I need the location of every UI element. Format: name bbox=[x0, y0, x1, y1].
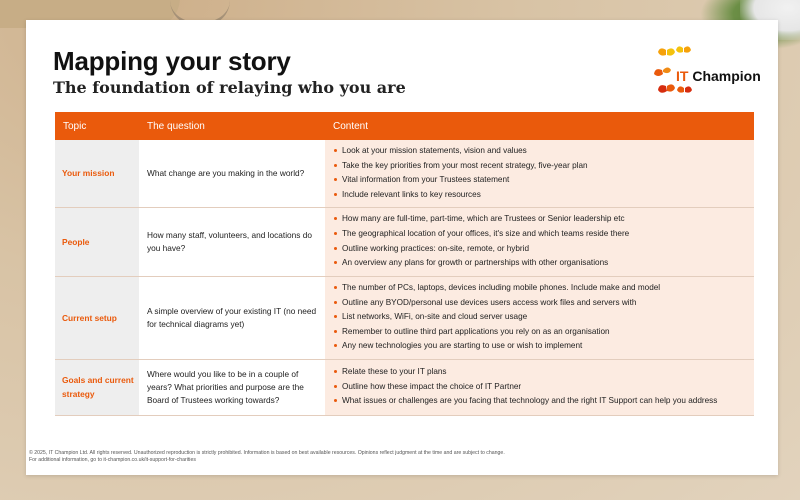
topic-cell: Current setup bbox=[55, 276, 139, 359]
content-bullet: Take the key priorities from your most recent strategy, five-year plan bbox=[333, 159, 748, 174]
content-bullet: Outline working practices: on-site, remote, or hybrid bbox=[333, 242, 748, 257]
content-bullet: How many are full-time, part-time, which are Trustees or Senior leadership etc bbox=[333, 212, 748, 227]
footer-more-info: For additional information, go to it-champion.co.uk/it-support-for-charities bbox=[29, 457, 196, 463]
topic-cell: People bbox=[55, 207, 139, 276]
page-title: Mapping your story bbox=[53, 46, 291, 76]
question-cell: What change are you making in the world? bbox=[139, 140, 325, 207]
content-bullet: Vital information from your Trustees statement bbox=[333, 173, 748, 188]
topic-cell: Goals and current strategy bbox=[55, 359, 139, 415]
content-bullet: Look at your mission statements, vision and values bbox=[333, 144, 748, 159]
content-bullet: Include relevant links to key resources bbox=[333, 188, 748, 203]
content-bullet: An overview any plans for growth or partnerships with other organisations bbox=[333, 256, 748, 271]
content-bullet: Outline how these impact the choice of IT Partner bbox=[333, 380, 748, 395]
content-cell bbox=[325, 140, 754, 207]
content-bullet: Relate these to your IT plans bbox=[333, 365, 748, 380]
footer-copyright: © 2025, IT Champion Ltd. All rights reserved. Unauthorized reproduction is strictly prohibited. Information is based on best available resources. Opinions reflect judgment at the time and are subject to change. bbox=[29, 450, 505, 456]
content-cell bbox=[325, 276, 754, 359]
document-sheet bbox=[26, 20, 778, 475]
story-mapping-table bbox=[55, 112, 754, 416]
question-cell: Where would you like to be in a couple of years? What priorities and purpose are the Board of Trustees working towards? bbox=[139, 359, 325, 415]
column-header-topic: Topic bbox=[55, 112, 139, 140]
footer-disclaimer bbox=[29, 450, 505, 464]
column-header-question: The question bbox=[139, 112, 325, 140]
table-row-your-mission bbox=[55, 140, 754, 207]
content-bullet: The geographical location of your offices, it's size and which teams reside there bbox=[333, 227, 748, 242]
table-row-current-setup bbox=[55, 276, 754, 359]
page-subtitle: The foundation of relaying who you are bbox=[53, 78, 406, 97]
content-cell bbox=[325, 207, 754, 276]
logo-wordmark bbox=[676, 68, 761, 84]
table-header-row bbox=[55, 112, 754, 140]
content-bullet: Any new technologies you are starting to use or wish to implement bbox=[333, 339, 748, 354]
content-bullet: Outline any BYOD/personal use devices users access work files and servers with bbox=[333, 296, 748, 311]
content-bullet: Remember to outline third part applications you rely on as an organisation bbox=[333, 325, 748, 340]
it-champion-logo bbox=[652, 44, 761, 104]
logo-wordmark-prefix: IT bbox=[676, 68, 689, 84]
question-cell: A simple overview of your existing IT (no need for technical diagrams yet) bbox=[139, 276, 325, 359]
topic-cell: Your mission bbox=[55, 140, 139, 207]
content-cell bbox=[325, 359, 754, 415]
content-bullet: What issues or challenges are you facing that technology and the right IT Support can help you address bbox=[333, 394, 748, 409]
question-cell: How many staff, volunteers, and locations do you have? bbox=[139, 207, 325, 276]
table-row-goals-strategy bbox=[55, 359, 754, 415]
column-header-content: Content bbox=[325, 112, 754, 140]
table-row-people bbox=[55, 207, 754, 276]
content-bullet: The number of PCs, laptops, devices including mobile phones. Include make and model bbox=[333, 281, 748, 296]
logo-wordmark-name: Champion bbox=[688, 68, 761, 84]
content-bullet: List networks, WiFi, on-site and cloud server usage bbox=[333, 310, 748, 325]
